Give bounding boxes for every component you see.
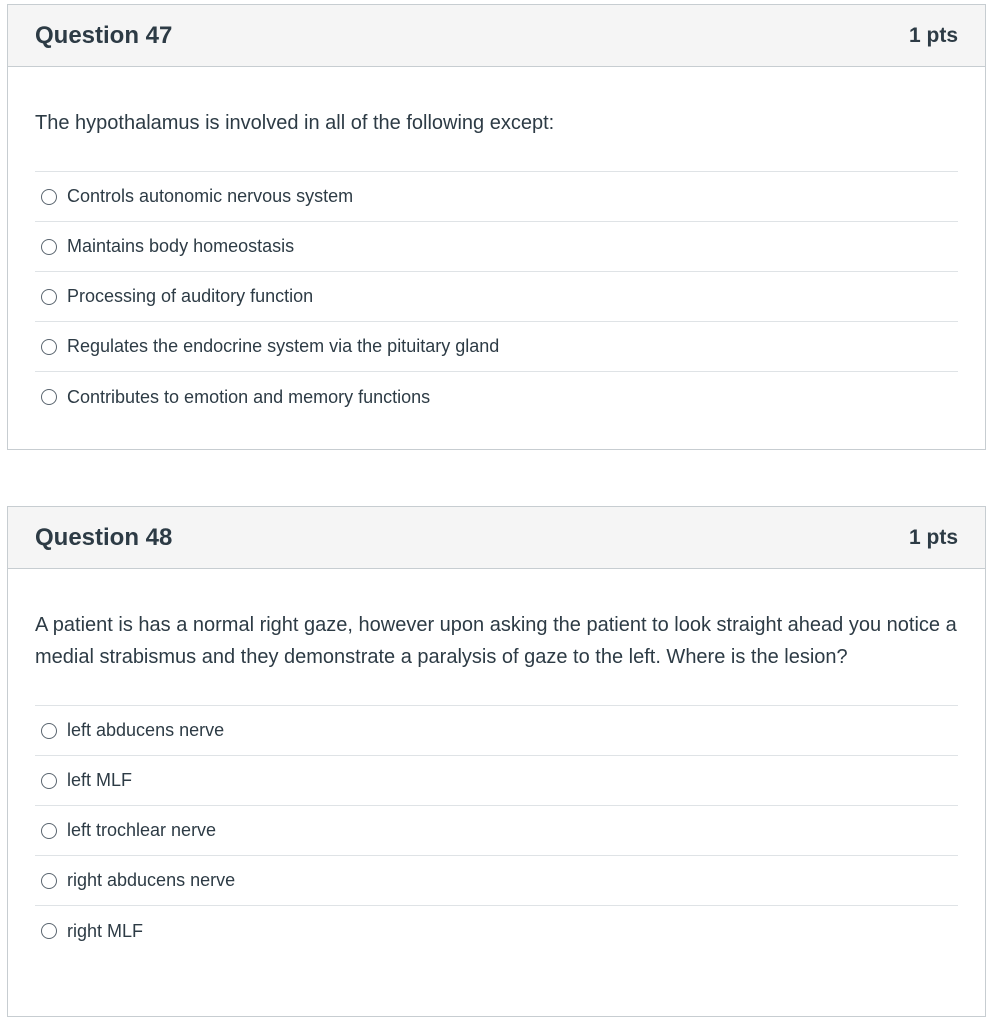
answer-list bbox=[35, 705, 958, 956]
question-title: Question 48 bbox=[35, 523, 173, 551]
question-47-card bbox=[7, 4, 986, 450]
radio-button[interactable] bbox=[41, 289, 57, 305]
question-body bbox=[8, 569, 985, 956]
radio-button[interactable] bbox=[41, 723, 57, 739]
question-text: A patient is has a normal right gaze, however upon asking the patient to look straight ahead you notice a medial strabismus and they demonstrate a paralysis of gaze to the left. Where is the lesion? bbox=[35, 614, 957, 668]
answer-label[interactable]: right MLF bbox=[67, 920, 144, 941]
question-body bbox=[8, 67, 985, 422]
answer-label[interactable]: left MLF bbox=[67, 770, 133, 790]
radio-button[interactable] bbox=[41, 773, 57, 789]
answer-option[interactable] bbox=[35, 756, 958, 806]
radio-button[interactable] bbox=[41, 873, 57, 889]
radio-button[interactable] bbox=[41, 339, 57, 355]
answer-option[interactable] bbox=[35, 372, 958, 422]
answer-option[interactable] bbox=[35, 172, 958, 222]
answer-option[interactable] bbox=[35, 272, 958, 322]
answer-label[interactable]: Regulates the endocrine system via the pituitary gland bbox=[67, 336, 500, 356]
answer-label[interactable]: Contributes to emotion and memory functions bbox=[67, 386, 431, 407]
question-header bbox=[8, 5, 985, 67]
radio-button[interactable] bbox=[41, 239, 57, 255]
question-header bbox=[8, 507, 985, 569]
radio-button[interactable] bbox=[41, 189, 57, 205]
radio-button[interactable] bbox=[41, 389, 57, 405]
answer-option[interactable] bbox=[35, 706, 958, 756]
question-points: 1 pts bbox=[908, 23, 958, 47]
question-text: The hypothalamus is involved in all of the following except: bbox=[35, 112, 555, 134]
answer-option[interactable] bbox=[35, 856, 958, 906]
answer-option[interactable] bbox=[35, 322, 958, 372]
answer-label[interactable]: Processing of auditory function bbox=[67, 286, 314, 306]
radio-button[interactable] bbox=[41, 823, 57, 839]
answer-label[interactable]: left abducens nerve bbox=[67, 720, 225, 740]
answer-label[interactable]: Maintains body homeostasis bbox=[67, 236, 295, 256]
answer-list bbox=[35, 171, 958, 422]
question-points: 1 pts bbox=[908, 525, 958, 549]
radio-button[interactable] bbox=[41, 923, 57, 939]
answer-label[interactable]: right abducens nerve bbox=[67, 870, 236, 890]
answer-option[interactable] bbox=[35, 222, 958, 272]
question-48-card bbox=[7, 506, 986, 1017]
answer-option[interactable] bbox=[35, 906, 958, 956]
answer-label[interactable]: left trochlear nerve bbox=[67, 820, 217, 840]
question-title: Question 47 bbox=[35, 21, 173, 49]
answer-option[interactable] bbox=[35, 806, 958, 856]
answer-label[interactable]: Controls autonomic nervous system bbox=[67, 186, 354, 206]
